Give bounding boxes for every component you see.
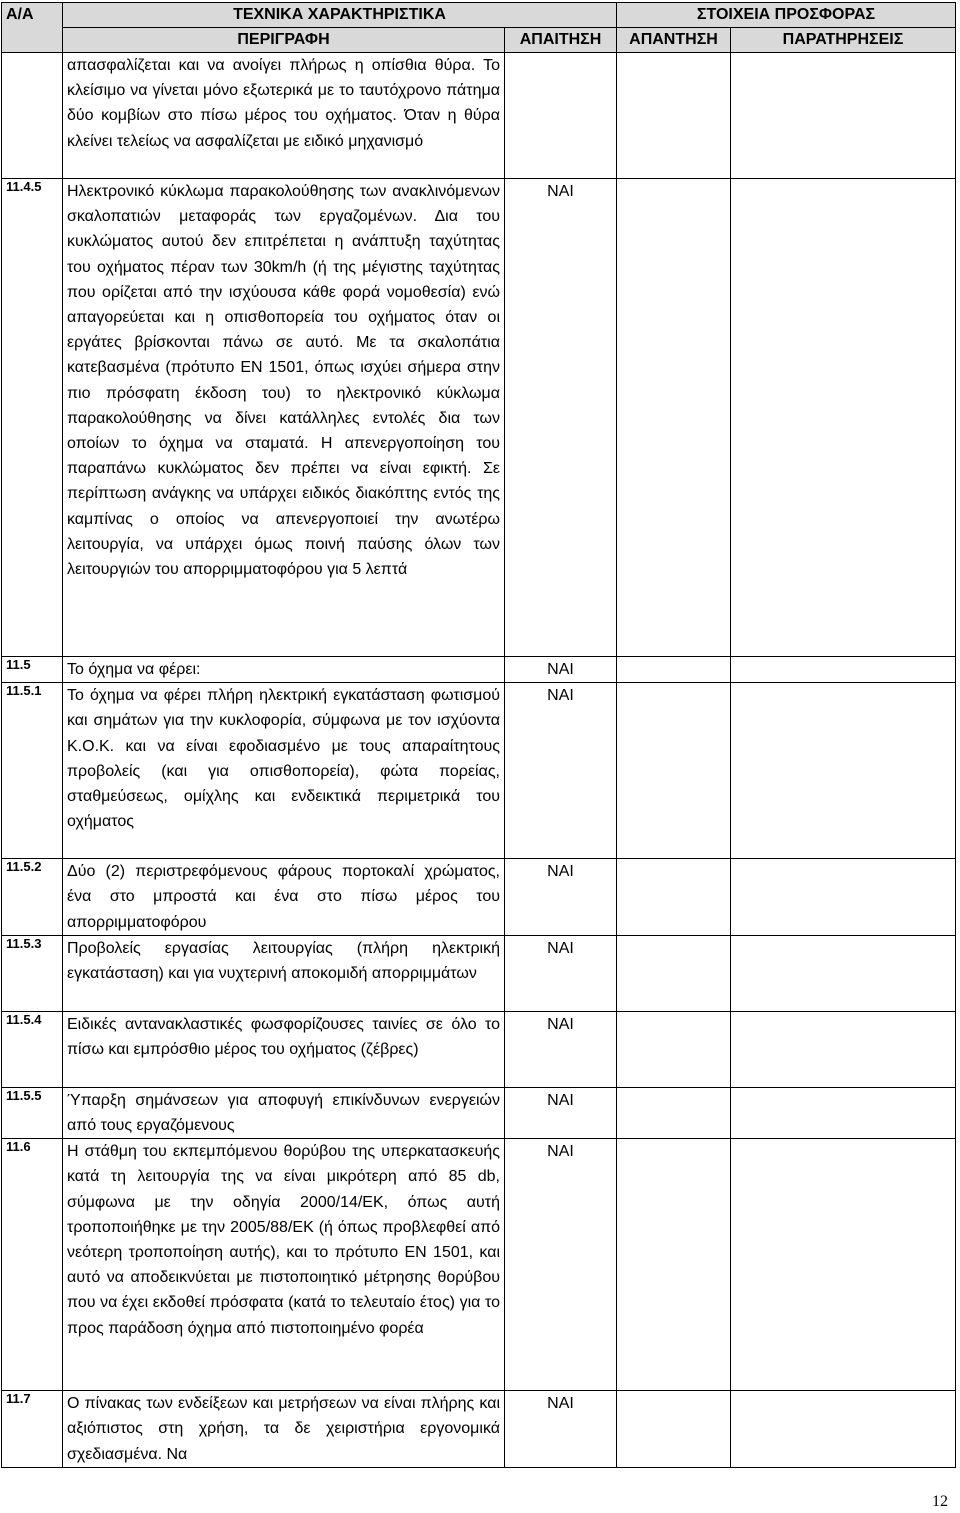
table-row (2, 179, 956, 657)
row-remarks[interactable] (731, 683, 956, 859)
row-remarks[interactable] (731, 1011, 956, 1087)
row-number: 11.5 (2, 657, 63, 683)
row-number: 11.5.3 (2, 935, 63, 1011)
table-row (2, 683, 956, 859)
row-number (2, 53, 63, 179)
row-description: Ειδικές αντανακλαστικές φωσφορίζουσες ταινίες σε όλο το πίσω και εμπρόσθιο μέρος του οχήματος (ζέβρες) (63, 1011, 505, 1087)
row-remarks[interactable] (731, 935, 956, 1011)
row-answer[interactable] (617, 1391, 731, 1468)
row-requirement: ΝΑΙ (505, 859, 617, 936)
row-number: 11.7 (2, 1391, 63, 1468)
row-requirement (505, 53, 617, 179)
specifications-table (1, 2, 956, 1468)
row-remarks[interactable] (731, 657, 956, 683)
row-remarks[interactable] (731, 859, 956, 936)
header-row-1 (2, 3, 956, 28)
header-description: ΠΕΡΙΓΡΑΦΗ (63, 28, 505, 53)
row-description: Προβολείς εργασίας λειτουργίας (πλήρη ηλεκτρική εγκατάσταση) και για νυχτερινή αποκομιδή απορριμμάτων (63, 935, 505, 1011)
header-row-2 (2, 28, 956, 53)
header-aa: Α/Α (2, 3, 63, 53)
header-remarks: ΠΑΡΑΤΗΡΗΣΕΙΣ (731, 28, 956, 53)
row-requirement: ΝΑΙ (505, 935, 617, 1011)
row-remarks[interactable] (731, 1087, 956, 1138)
row-number: 11.5.2 (2, 859, 63, 936)
header-technical-specs: ΤΕΧΝΙΚΑ ΧΑΡΑΚΤΗΡΙΣΤΙΚΑ (63, 3, 617, 28)
row-number: 11.6 (2, 1139, 63, 1391)
row-answer[interactable] (617, 657, 731, 683)
row-description: Δύο (2) περιστρεφόμενους φάρους πορτοκαλί χρώματος, ένα στο μπροστά και ένα στο πίσω μέρος του απορριμματοφόρου (63, 859, 505, 936)
row-description: απασφαλίζεται και να ανοίγει πλήρως η οπίσθια θύρα. Το κλείσιμο να γίνεται μόνο εξωτερικά με το ταυτόχρονο πάτημα δύο κομβίων στο πίσω μέρος του οχήματος. Όταν η θύρα κλείνει τελείως να ασφαλίζεται με ειδικό μηχανισμό (63, 53, 505, 179)
row-answer[interactable] (617, 859, 731, 936)
row-answer[interactable] (617, 683, 731, 859)
table-row (2, 1139, 956, 1391)
row-remarks[interactable] (731, 1391, 956, 1468)
row-answer[interactable] (617, 53, 731, 179)
page-number: 12 (932, 1493, 948, 1510)
row-description: Η στάθμη του εκπεμπόμενου θορύβου της υπερκατασκευής κατά τη λειτουργία της να είναι μικρότερη από 85 db, σύμφωνα με την οδηγία 2000/14/ΕΚ, όπως αυτή τροποποιήθηκε με την 2005/88/ΕΚ (ή όπως προβλεφθεί από νεότερη τροποποίηση αυτής), και το πρότυπο ΕΝ 1501, και αυτό να αποδεικνύεται με πιστοποιητικό μέτρησης θορύβου που να έχει εκδοθεί πρόσφατα (κατά το τελευταίο έτος) για το προς παράδοση όχημα από πιστοποιημένο φορέα (63, 1139, 505, 1391)
table-row (2, 1391, 956, 1468)
row-remarks[interactable] (731, 53, 956, 179)
row-description: Το όχημα να φέρει: (63, 657, 505, 683)
row-number: 11.5.1 (2, 683, 63, 859)
row-answer[interactable] (617, 1087, 731, 1138)
header-requirement: ΑΠΑΙΤΗΣΗ (505, 28, 617, 53)
row-requirement: ΝΑΙ (505, 1011, 617, 1087)
row-description: Ηλεκτρονικό κύκλωμα παρακολούθησης των ανακλινόμενων σκαλοπατιών μεταφοράς των εργαζομένων. Δια του κυκλώματος αυτού δεν επιτρέπεται η ανάπτυξη ταχύτητας του οχήματος πέραν των 30km/h (ή της μέγιστης ταχύτητας που ορίζεται από την ισχύουσα κάθε φορά νομοθεσία) ενώ απαγορεύεται και η οπισθοπορεία του οχήματος όταν οι εργάτες βρίσκονται πάνω σε αυτό. Με τα σκαλοπάτια κατεβασμένα (πρότυπο ΕΝ 1501, όπως ισχύει σήμερα στην πιο πρόσφατη έκδοση του) το ηλεκτρονικό κύκλωμα παρακολούθησης να δίνει κατάλληλες εντολές δια των οποίων το όχημα να σταματά. Η απενεργοποίηση του παραπάνω κυκλώματος δεν πρέπει να είναι εφικτή. Σε περίπτωση ανάγκης να υπάρχει ειδικός διακόπτης εντός της καμπίνας ο οποίος να απενεργοποιεί την ανωτέρω λειτουργία, να υπάρχει όμως ποινή παύσης όλων των λειτουργιών του απορριμματοφόρου για 5 λεπτά (63, 179, 505, 657)
row-remarks[interactable] (731, 179, 956, 657)
row-number: 11.5.5 (2, 1087, 63, 1138)
row-requirement: ΝΑΙ (505, 179, 617, 657)
row-answer[interactable] (617, 179, 731, 657)
row-requirement: ΝΑΙ (505, 1391, 617, 1468)
row-description: Ύπαρξη σημάνσεων για αποφυγή επικίνδυνων ενεργειών από τους εργαζόμενους (63, 1087, 505, 1138)
header-offer-details: ΣΤΟΙΧΕΙΑ ΠΡΟΣΦΟΡΑΣ (617, 3, 956, 28)
table-row (2, 657, 956, 683)
row-description: Το όχημα να φέρει πλήρη ηλεκτρική εγκατάσταση φωτισμού και σημάτων για την κυκλοφορία, σύμφωνα με τον ισχύοντα Κ.Ο.Κ. και να είναι εφοδιασμένο με τους απαραίτητους προβολείς (και για οπισθοπορεία), φώτα πορείας, σταθμεύσεως, ομίχλης και ενδεικτικά περιμετρικά του οχήματος (63, 683, 505, 859)
table-row (2, 935, 956, 1011)
row-description: Ο πίνακας των ενδείξεων και μετρήσεων να είναι πλήρης και αξιόπιστος στη χρήση, τα δε χειριστήρια εργονομικά σχεδιασμένα. Να (63, 1391, 505, 1468)
row-answer[interactable] (617, 1139, 731, 1391)
row-answer[interactable] (617, 935, 731, 1011)
row-requirement: ΝΑΙ (505, 1139, 617, 1391)
row-requirement: ΝΑΙ (505, 1087, 617, 1138)
row-number: 11.4.5 (2, 179, 63, 657)
row-remarks[interactable] (731, 1139, 956, 1391)
row-requirement: ΝΑΙ (505, 683, 617, 859)
header-answer: ΑΠΑΝΤΗΣΗ (617, 28, 731, 53)
row-number: 11.5.4 (2, 1011, 63, 1087)
table-row (2, 859, 956, 936)
table-row (2, 1011, 956, 1087)
table-row (2, 53, 956, 179)
row-answer[interactable] (617, 1011, 731, 1087)
row-requirement: ΝΑΙ (505, 657, 617, 683)
table-row (2, 1087, 956, 1138)
